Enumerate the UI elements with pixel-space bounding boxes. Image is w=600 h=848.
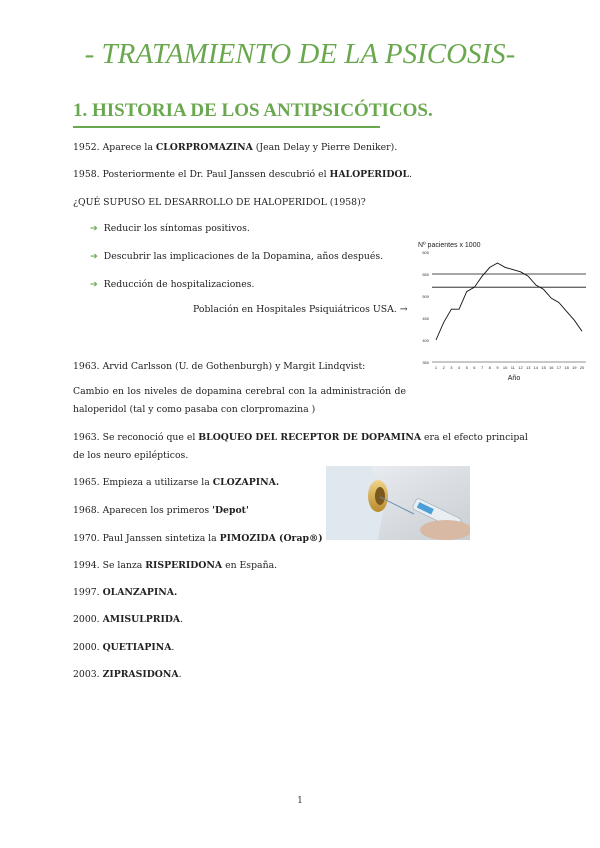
- chart-xlabel: Año: [507, 375, 521, 382]
- entry-1997: 1997. OLANZAPINA.: [73, 587, 178, 598]
- entry-1952: 1952. Aparece la CLORPROMAZINA (Jean Delay y Pierre Deniker).: [73, 142, 398, 153]
- x-tick-label: 12: [518, 365, 523, 370]
- x-tick-label: 14: [533, 365, 539, 370]
- x-tick-label: 3: [450, 365, 453, 370]
- x-tick-label: 5: [465, 365, 468, 370]
- y-tick-label: 500: [422, 294, 429, 299]
- y-tick-label: 400: [422, 338, 429, 343]
- x-tick-label: 9: [496, 365, 499, 370]
- entry-1963-carlsson: 1963. Arvid Carlsson (U. de Gothenburgh) y Margit Lindqvist:: [73, 361, 366, 372]
- x-ticks: [435, 365, 585, 370]
- y-tick-label: 350: [422, 360, 429, 365]
- y-tick-label: 600: [422, 250, 429, 255]
- hospital-population-chart: [418, 238, 588, 388]
- heading-underline: [73, 126, 380, 128]
- y-tick-label: 550: [422, 272, 429, 277]
- entry-2000-quetiapina: 2000. QUETIAPINA.: [73, 642, 175, 653]
- x-tick-label: 13: [525, 365, 531, 370]
- x-tick-label: 6: [473, 365, 476, 370]
- entry-1970: 1970. Paul Janssen sintetiza la PIMOZIDA (Orap®): [73, 533, 323, 544]
- syringe-vial-photo: [326, 466, 470, 540]
- arrow-icon: ➔: [90, 279, 98, 290]
- entry-1963-receptor: 1963. Se reconoció que el BLOQUEO DEL RECEPTOR DE DOPAMINA era el efecto principal de los neuro epilépticos.: [73, 432, 528, 461]
- question-line: ¿QUÉ SUPUSO EL DESARROLLO DE HALOPERIDOL (1958)?: [73, 197, 366, 208]
- entry-2000-amisulprida: 2000. AMISULPRIDA.: [73, 614, 184, 625]
- arrow-icon: ➔: [90, 251, 98, 262]
- series-line: [436, 263, 582, 340]
- x-tick-label: 16: [549, 365, 554, 370]
- x-tick-label: 1: [434, 365, 438, 370]
- entry-1958: 1958. Posteriormente el Dr. Paul Janssen descubrió el HALOPERIDOL.: [73, 169, 412, 180]
- x-tick-label: 7: [480, 365, 484, 370]
- y-tick-label: 450: [422, 316, 429, 321]
- chart-caption: Población en Hospitales Psiquiátricos USA. →: [193, 304, 408, 315]
- entry-1994: 1994. Se lanza RISPERIDONA en España.: [73, 560, 278, 571]
- dopamine-change-text: Cambio en los niveles de dopamina cerebral con la administración de haloperidol (tal y como pasaba con clorpromazina ): [73, 386, 406, 415]
- bullet-item: ➔ Reducir los síntomas positivos.: [90, 223, 250, 234]
- x-tick-label: 11: [510, 365, 515, 370]
- x-tick-label: 2: [442, 365, 445, 370]
- x-tick-label: 17: [556, 365, 562, 370]
- x-tick-label: 15: [541, 365, 546, 370]
- bullet-item: ➔ Descubrir las implicaciones de la Dopamina, años después.: [90, 251, 384, 262]
- x-tick-label: 18: [564, 365, 569, 370]
- chart-ylabel: Nº pacientes x 1000: [418, 242, 481, 249]
- bullet-item: ➔ Reducción de hospitalizaciones.: [90, 279, 255, 290]
- entry-1968: 1968. Aparecen los primeros 'Depot': [73, 505, 249, 516]
- x-tick-label: 19: [572, 365, 577, 370]
- x-tick-label: 10: [502, 365, 508, 370]
- page-number: 1: [297, 796, 303, 806]
- x-tick-label: 20: [579, 365, 585, 370]
- document-title: - TRATAMIENTO DE LA PSICOSIS-: [84, 38, 516, 70]
- entry-1965: 1965. Empieza a utilizarse la CLOZAPINA.: [73, 477, 280, 488]
- x-tick-label: 4: [457, 365, 461, 370]
- section-heading: 1. HISTORIA DE LOS ANTIPSICÓTICOS.: [73, 100, 433, 121]
- y-ticks: [422, 250, 429, 365]
- x-tick-label: 8: [488, 365, 491, 370]
- arrow-icon: ➔: [90, 223, 98, 234]
- entry-2003: 2003. ZIPRASIDONA.: [73, 669, 182, 680]
